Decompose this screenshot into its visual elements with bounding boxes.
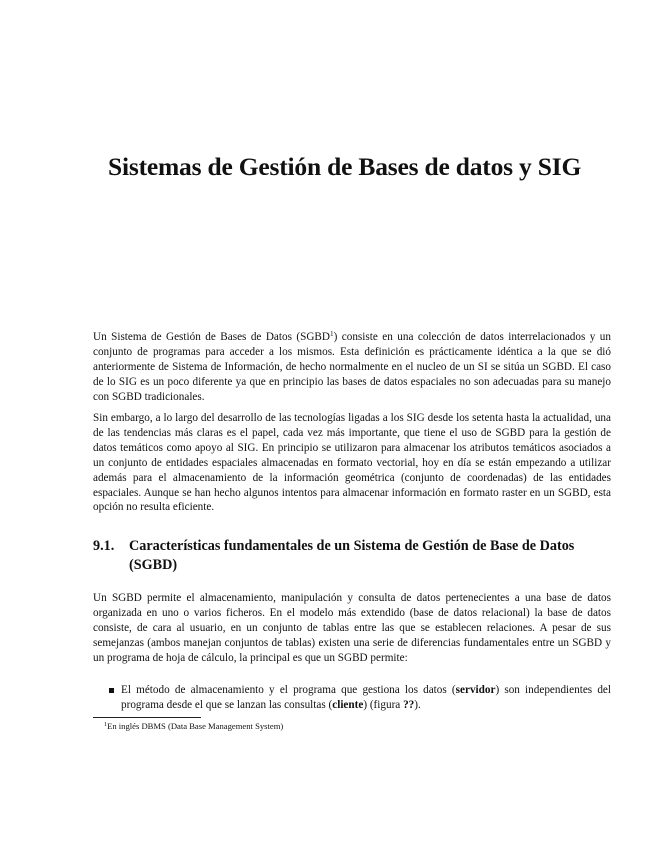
- intro-paragraph: [93, 330, 611, 405]
- bullet-text-part: ) son independientes del programa desde el que se lanzan las consultas (: [121, 684, 611, 711]
- chapter-title: Sistemas de Gestión de Bases de datos y SIG: [108, 152, 582, 181]
- paragraph-1-rest: ) consiste en una colección de datos interrelacionados y un conjunto de programas para acceder a los mismos. Esta definición es prácticamente idéntica a la que se dió anteriormente de Sistema de Información, de hecho normalmente en el nucleo de un SI se sitúa un SGBD. El caso de lo SIG es un poco diferente ya que en principio las bases de datos espaciales no son adecuadas para su manejo con SGBD tradicionales.: [93, 331, 611, 403]
- bullet-text: [121, 683, 611, 713]
- bullet-text-part: El método de almacenamiento y el programa que gestiona los datos (: [121, 684, 456, 696]
- section-paragraph: [93, 591, 611, 666]
- bullet-text-part: ) (figura: [363, 698, 404, 711]
- second-paragraph: [93, 411, 611, 515]
- footnote-text: En inglés DBMS (Data Base Management System): [107, 721, 284, 731]
- figure-reference[interactable]: ??: [403, 698, 415, 711]
- footnote: [104, 721, 604, 732]
- footnote-divider: [93, 717, 201, 718]
- paragraph-1-start: Un Sistema de Gestión de Bases de Datos (SGBD: [93, 331, 330, 343]
- bullet-term-cliente: cliente: [332, 698, 364, 711]
- bullet-term-servidor: servidor: [455, 684, 496, 696]
- paragraph-1: [93, 330, 611, 405]
- paragraph-3: Un SGBD permite el almacenamiento, manipulación y consulta de datos pertenecientes a una base de datos organizada en uno o varios ficheros. En el modelo más extendido (base de datos relacional) la base de datos consiste, de cara al usuario, en un conjunto de tablas entre las que se establecen relaciones. A pesar de sus semejanzas (ambos manejan conjuntos de tablas) existen una serie de diferencias fundamentales entre un SGBD y un programa de hoja de cálculo, la principal es que un SGBD permite:: [93, 592, 611, 664]
- paragraph-2: Sin embargo, a lo largo del desarrollo de las tecnologías ligadas a los SIG desde los setenta hasta la actualidad, una de las tendencias más claras es el papel, cada vez más importante, que tiene el uso de SGBD para la gestión de datos temáticos como apoyo al SIG. En principio se utilizaron para almacenar los atributos temáticos asociados a un conjunto de entidades espaciales almacenadas en formato vectorial, hoy en día se están empezando a utilizar además para el almacenamiento de la información geométrica (conjunto de coordenadas) de las entidades espaciales. Aunque se han hecho algunos intentos para almacenar información en formato raster en un SGBD, esta opción no resulta eficiente.: [93, 412, 611, 514]
- list-item: [93, 683, 611, 713]
- footnote-reference[interactable]: 1: [329, 330, 334, 338]
- section-number: 9.1.: [93, 538, 115, 554]
- bullet-square-icon: [109, 688, 114, 693]
- footnote-mark: 1: [104, 721, 108, 728]
- section-title: Características fundamentales de un Sistema de Gestión de Base de Datos (SGBD): [129, 538, 575, 573]
- section-heading: [93, 537, 611, 575]
- bullet-text-part: ).: [414, 698, 421, 711]
